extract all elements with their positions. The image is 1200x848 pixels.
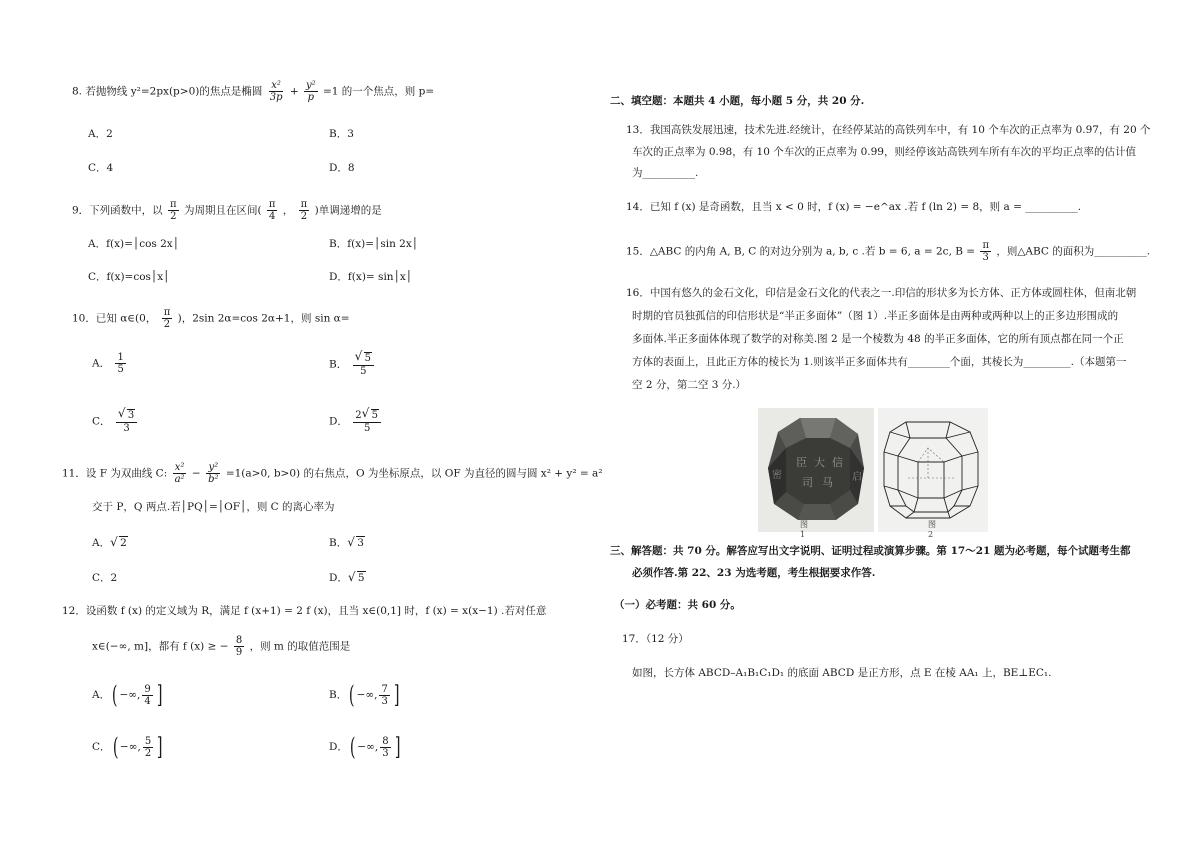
fraction: $\frac{\pi}{3}$ <box>982 240 990 263</box>
question-16-line-1: 16．中国有悠久的金石文化，印信是金石文化的代表之一.印信的形状多为长方体、正方体或圆柱体，但南北朝 <box>626 287 1137 299</box>
svg-text:臣: 臣 <box>796 456 807 469</box>
question-12: 12．设函数 f (x) 的定义域为 R，满足 f (x+1) = 2 f (x)，且当 x∈(0,1] 时，f (x) = x(x−1) .若对任意 <box>62 605 547 617</box>
q9-option-b: B．f(x)=│sin 2x│ <box>329 238 419 250</box>
section-3-heading-line-2: 必须作答.第 22、23 为选考题，考生根据要求作答. <box>632 567 876 579</box>
figure-1-caption: 图 1 <box>800 520 808 539</box>
question-13-line-2: 车次的正点率为 0.98，有 10 个车次的正点率为 0.99，则经停该站高铁列车所有车次的平均正点率的估计值 <box>632 146 1136 158</box>
q9-option-c: C．f(x)=cos│x│ <box>88 271 170 283</box>
svg-text:启: 启 <box>852 472 862 483</box>
q8-option-b: B．3 <box>329 128 354 140</box>
question-11: 11．设 F 为双曲线 C: $\frac{\text{x²}}{\text{a²}}$ − $\frac{\text{y²}}{\text{b²}}$ =1(a>0, b>0) 的右焦点，O 为坐标原点，以 OF 为直径的圆与圆 x² + y² = a² <box>62 462 603 485</box>
question-13-line-1: 13．我国高铁发展迅速，技术先进.经统计，在经停某站的高铁列车中，有 10 个车次的正点率为 0.97，有 20 个 <box>626 124 1151 136</box>
question-9: 9．下列函数中，以 $\frac{\pi}{2}$ 为周期且在区间( $\frac{\pi}{4}$ ， $\frac{\pi}{2}$ )单调递增的是 <box>72 199 382 222</box>
q10-option-b: B． √ $\frac{5}{5}$ <box>329 352 376 377</box>
svg-text:马: 马 <box>822 476 833 489</box>
q8-option-c: C．4 <box>88 162 114 174</box>
question-8: 8. 若抛物线 y²=2px(p>0)的焦点是椭圆 $\frac{\text{x²}}{3p}$ + $\frac{\text{y²}}{p}$ =1 的一个焦点，则 p= <box>72 80 435 103</box>
svg-text:密: 密 <box>772 470 782 481</box>
q8-option-d: D．8 <box>329 162 355 174</box>
figure-2-caption: 图 2 <box>928 520 936 539</box>
q12-option-b: B．( −∞, $\frac{7}{3}$ ] <box>329 681 400 709</box>
question-12-line-2: x∈(−∞, m]，都有 f (x) ≥ − $\frac{8}{9}$ ，则 m 的取值范围是 <box>92 635 351 658</box>
question-15: 15．△ABC 的内角 A, B, C 的对边分别为 a, b, c .若 b = 6, a = 2c, B = $\frac{\pi}{3}$ ，则△ABC 的面积为__________. <box>626 240 1151 263</box>
fraction: $\frac{\text{x²}}{3p}$ <box>269 80 283 103</box>
q11-option-c: C．2 <box>92 572 118 584</box>
q10-option-c: C． √ $\frac{3}{3}$ <box>92 409 139 434</box>
polyhedron-diagram <box>878 408 988 532</box>
question-11-line-2: 交于 P，Q 两点.若│PQ│=│OF│，则 C 的离心率为 <box>92 501 335 513</box>
seal-photo-image <box>758 408 874 532</box>
q8-option-a: A．2 <box>88 128 113 140</box>
question-16-line-5: 空 2 分，第二空 3 分.） <box>632 379 747 391</box>
seal-photo-figure-1 <box>758 408 874 532</box>
fraction: $\frac{\pi}{2}$ <box>300 199 308 222</box>
q12-option-a: A．( −∞, $\frac{9}{4}$ ] <box>92 681 163 709</box>
question-13-line-3: 为__________. <box>632 167 699 179</box>
q11-option-a: A．√ 2 <box>92 536 128 550</box>
q10-option-d: D． $\frac{2√ 5}{5}$ <box>329 409 383 434</box>
question-16-line-3: 多面体.半正多面体体现了数学的对称美.图 2 是一个棱数为 48 的半正多面体，它的所有顶点都在同一个正 <box>632 333 1124 345</box>
fraction: $\frac{\text{y²}}{\text{b²}}$ <box>208 462 219 485</box>
question-14: 14．已知 f (x) 是奇函数，且当 x < 0 时，f (x) = −e^ax .若 f (ln 2) = 8，则 a = __________. <box>626 201 1082 213</box>
q11-option-b: B．√ 3 <box>329 536 365 550</box>
q12-option-c: C．( −∞, $\frac{5}{2}$ ] <box>92 733 163 761</box>
question-16-line-2: 时期的官员独孤信的印信形状是“半正多面体”（图 1）.半正多面体是由两种或两种以上的正多边形围成的 <box>632 310 1119 322</box>
q9-option-d: D．f(x)= sin│x│ <box>329 271 413 283</box>
svg-text:司: 司 <box>802 476 813 489</box>
q10-option-a: A． $\frac{1}{5}$ <box>92 352 124 375</box>
q11-option-d: D．√ 5 <box>329 571 366 585</box>
fraction: $\frac{\text{y²}}{p}$ <box>305 80 316 103</box>
section-2-heading: 二、填空题：本题共 4 小题，每小题 5 分，共 20 分. <box>610 95 865 107</box>
section-3-heading-line-1: 三、解答题：共 70 分。解答应写出文字说明、证明过程或演算步骤。第 17～21 题为必考题，每个试题考生都 <box>610 545 1131 557</box>
question-17-heading: 17．（12 分） <box>622 633 689 645</box>
fraction: $\frac{8}{9}$ <box>235 635 243 658</box>
q12-option-d: D．( −∞, $\frac{8}{3}$ ] <box>329 733 401 761</box>
question-17-text: 如图，长方体 ABCD–A₁B₁C₁D₁ 的底面 ABCD 是正方形，点 E 在棱 AA₁ 上，BE⊥EC₁. <box>632 667 1052 679</box>
q9-option-a: A．f(x)=│cos 2x│ <box>88 238 180 250</box>
subsection-heading: （一）必考题：共 60 分。 <box>614 599 741 611</box>
fraction: $\frac{\pi}{2}$ <box>170 199 177 222</box>
fraction: $\frac{\pi}{2}$ <box>163 307 171 330</box>
svg-text:大: 大 <box>814 456 825 469</box>
svg-text:信: 信 <box>832 456 843 469</box>
fraction: $\frac{\text{x²}}{\text{a²}}$ <box>174 462 185 485</box>
polyhedron-figure-2 <box>878 408 988 532</box>
question-10: 10．已知 α∈(0， $\frac{\pi}{2}$ )，2sin 2α=cos 2α+1，则 sin α= <box>72 307 350 330</box>
question-16-line-4: 方体的表面上，且此正方体的棱长为 1.则该半正多面体共有________个面，其棱长为_________.（本题第一 <box>632 356 1127 368</box>
fraction: $\frac{\pi}{4}$ <box>268 199 276 222</box>
